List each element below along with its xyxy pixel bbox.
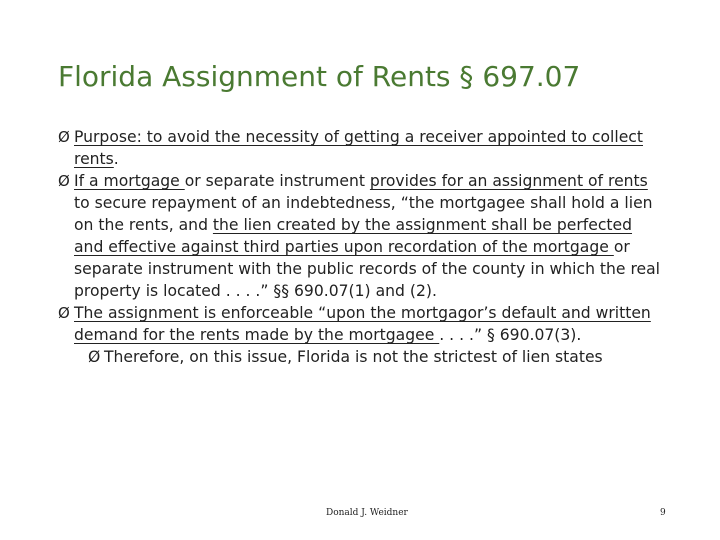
arrow-bullet-icon: Ø (58, 172, 70, 190)
arrow-bullet-icon: Ø (58, 304, 70, 322)
sub-bullet-conclusion (58, 346, 664, 368)
bullet-text: or separate instrument with the public records of the county in which the real property is located . . . .” §§ 690.07(1) and (2). (74, 238, 661, 300)
bullet-purpose (58, 126, 664, 170)
page-number: 9 (660, 508, 666, 518)
bullet-enforceable (58, 302, 664, 346)
bullet-text: The assignment is enforceable “upon the mortgagor’s default and written demand for the rents made by the mortgagee (74, 304, 651, 344)
bullet-text: the lien created by the assignment shall be perfected and effective against third parties upon recordation of the mortgage (74, 216, 633, 256)
slide-body (58, 126, 664, 368)
arrow-bullet-icon: Ø (88, 348, 101, 366)
bullet-text: or separate instrument (184, 172, 370, 190)
bullet-text: Purpose: to avoid the necessity of getting a receiver appointed to collect rents (74, 128, 643, 168)
bullet-text: . . . .” § 690.07(3). (439, 326, 582, 344)
footer-author: Donald J. Weidner (326, 508, 408, 518)
bullet-text: to secure repayment of an indebtedness, “the mortgagee shall hold a lien on the rents, and (74, 194, 653, 234)
bullet-assignment-lien (58, 170, 664, 302)
bullet-text: . (113, 150, 119, 168)
bullet-text: If a mortgage (74, 172, 185, 190)
bullet-text: provides for an assignment of rents (369, 172, 648, 190)
arrow-bullet-icon: Ø (58, 128, 70, 146)
slide-title: Florida Assignment of Rents § 697.07 (58, 60, 581, 93)
sub-bullet-text: Therefore, on this issue, Florida is not the strictest of lien states (104, 348, 603, 366)
